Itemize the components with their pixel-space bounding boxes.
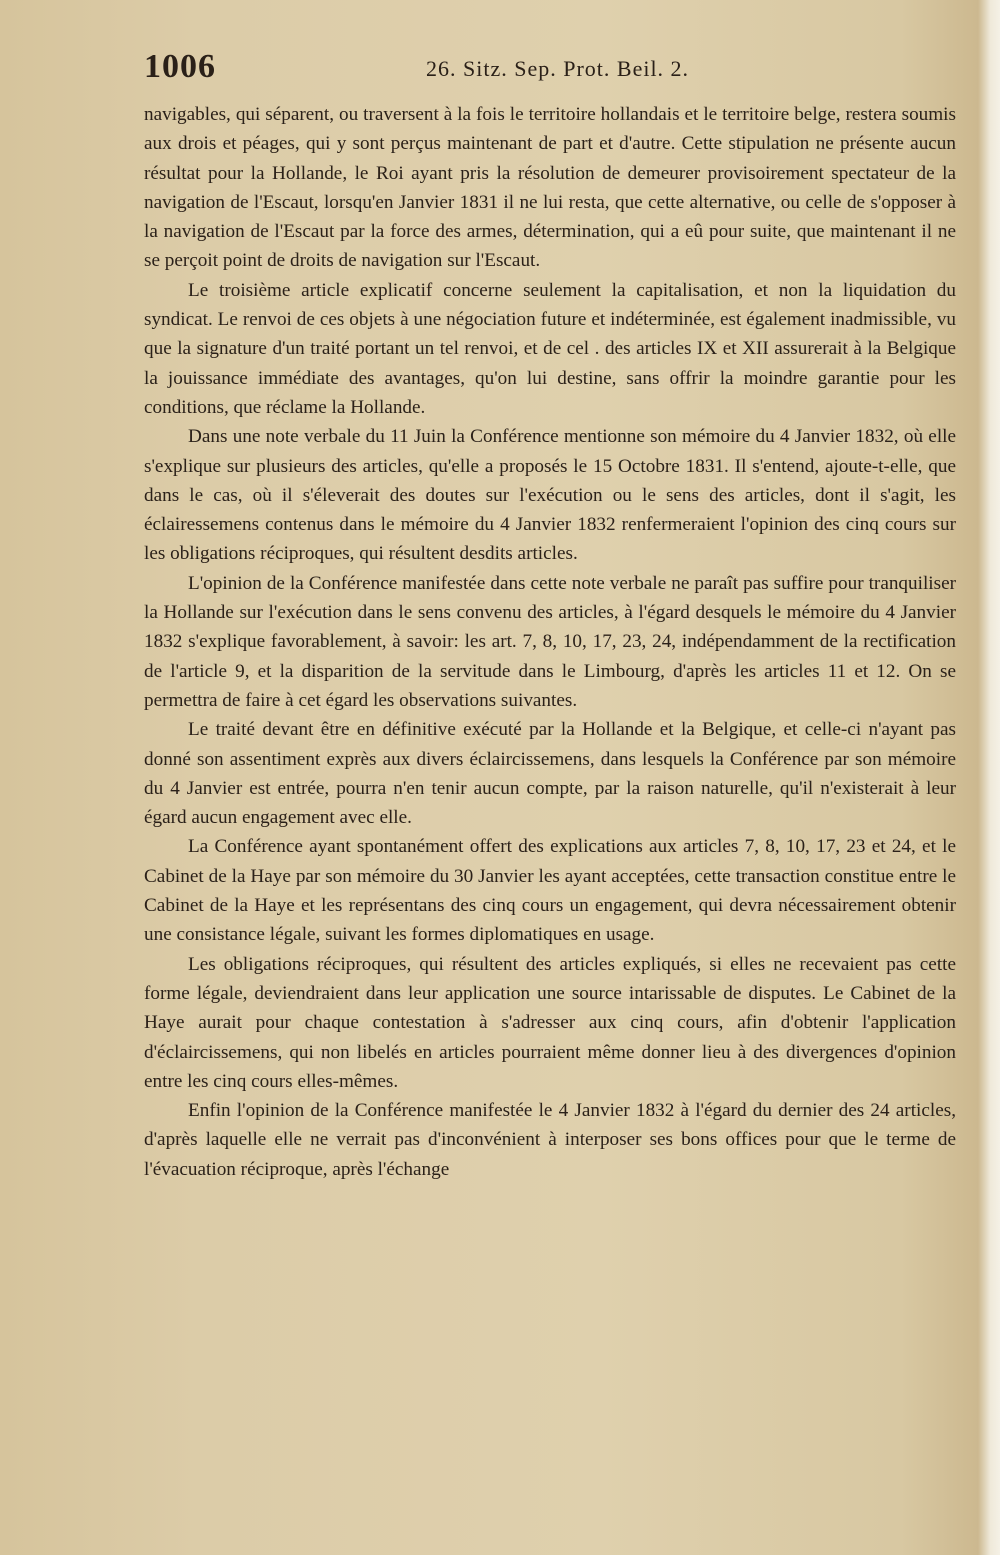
paragraph-3: Dans une note verbale du 11 Juin la Conférence mentionne son mémoire du 4 Janvier 1832, où elle s'explique sur plusieurs des articles, qu'elle a proposés le 15 Octobre 1831. Il s'entend, ajoute-t-elle, que dans le cas, où il s'éleverait des doutes sur l'exécution ou le sens des articles, dont il s'agit, les éclairessemens contenus dans le mémoire du 4 Janvier 1832 renfermeraient l'opinion des cinq cours sur les obligations réciproques, qui résultent desdits articles. [144, 426, 956, 565]
page-header [144, 48, 954, 92]
paragraph-1: navigables, qui séparent, ou traversent à la fois le territoire hollandais et le territoire belge, restera soumis aux drois et péages, qui y sont perçus maintenant de part et d'autre. Cette stipulation ne présente aucun résultat pour la Hollande, le Roi ayant pris la résolution de demeurer provisoirement spectateur de la navigation de l'Escaut, lorsqu'en Janvier 1831 il ne lui resta, que cette alternative, ou celle de s'opposer à la navigation de l'Escaut par la force des armes, détermination, qui a eû pour suite, que maintenant il ne se perçoit point de droits de navigation sur l'Escaut. [144, 104, 956, 272]
paragraph-2: Le troisième article explicatif concerne seulement la capitalisation, et non la liquidation du syndicat. Le renvoi de ces objets à une négociation future et indéterminée, est également inadmissible, vu que la signature d'un traité portant un tel renvoi, et de cel . des articles IX et XII assurerait à la Belgique la jouissance immédiate des avantages, qu'on lui destine, sans offrir la moindre garantie pour les conditions, que réclame la Hollande. [144, 279, 956, 418]
paragraph-6: La Conférence ayant spontanément offert des explications aux articles 7, 8, 10, 17, 23 et 24, et le Cabinet de la Haye par son mémoire du 30 Janvier les ayant acceptées, cette transaction constitue entre le Cabinet de la Haye et les représentans des cinq cours un engagement, qui devra nécessairement obtenir une consistance légale, suivant les formes diplomatiques en usage. [144, 836, 956, 946]
paragraph-4: L'opinion de la Conférence manifestée dans cette note verbale ne paraît pas suffire pour tranquiliser la Hollande sur l'exécution dans le sens convenu des articles, à l'égard desquels le mémoire du 4 Janvier 1832 s'explique favorablement, à savoir: les art. 7, 8, 10, 17, 23, 24, indépendamment de la rectification de l'article 9, et la disparition de la servitude dans le Limbourg, d'après les articles 11 et 12. On se permettra de faire à cet égard les observations suivantes. [144, 572, 956, 711]
page-number: 1006 [144, 48, 216, 85]
body-text [144, 100, 956, 1184]
paragraph-7: Les obligations réciproques, qui résultent des articles expliqués, si elles ne recevaient pas cette forme légale, deviendraient dans leur application une source intarissable de disputes. Le Cabinet de la Haye aurait pour chaque contestation à s'adresser aux cinq cours, afin d'obtenir l'application d'éclaircissemens, qui non libelés en articles pourraient même donner lieu à des divergences d'opinion entre les cinq cours elles-mêmes. [144, 953, 956, 1092]
paragraph-5: Le traité devant être en définitive exécuté par la Hollande et la Belgique, et celle-ci n'ayant pas donné son assentiment exprès aux divers éclaircissemens, dans lesquels la Conférence par son mémoire du 4 Janvier est entrée, pourra n'en tenir aucun compte, par la raison naturelle, qu'il n'existerait à leur égard aucun engagement avec elle. [144, 719, 956, 829]
paragraph-8: Enfin l'opinion de la Conférence manifestée le 4 Janvier 1832 à l'égard du dernier des 24 articles, d'après laquelle elle ne verrait pas d'inconvénient à interposer ses bons offices pour que le terme de l'évacuation réciproque, après l'échange [144, 1100, 956, 1180]
page-edge [978, 0, 1000, 1555]
running-head: 26. Sitz. Sep. Prot. Beil. 2. [426, 56, 690, 81]
